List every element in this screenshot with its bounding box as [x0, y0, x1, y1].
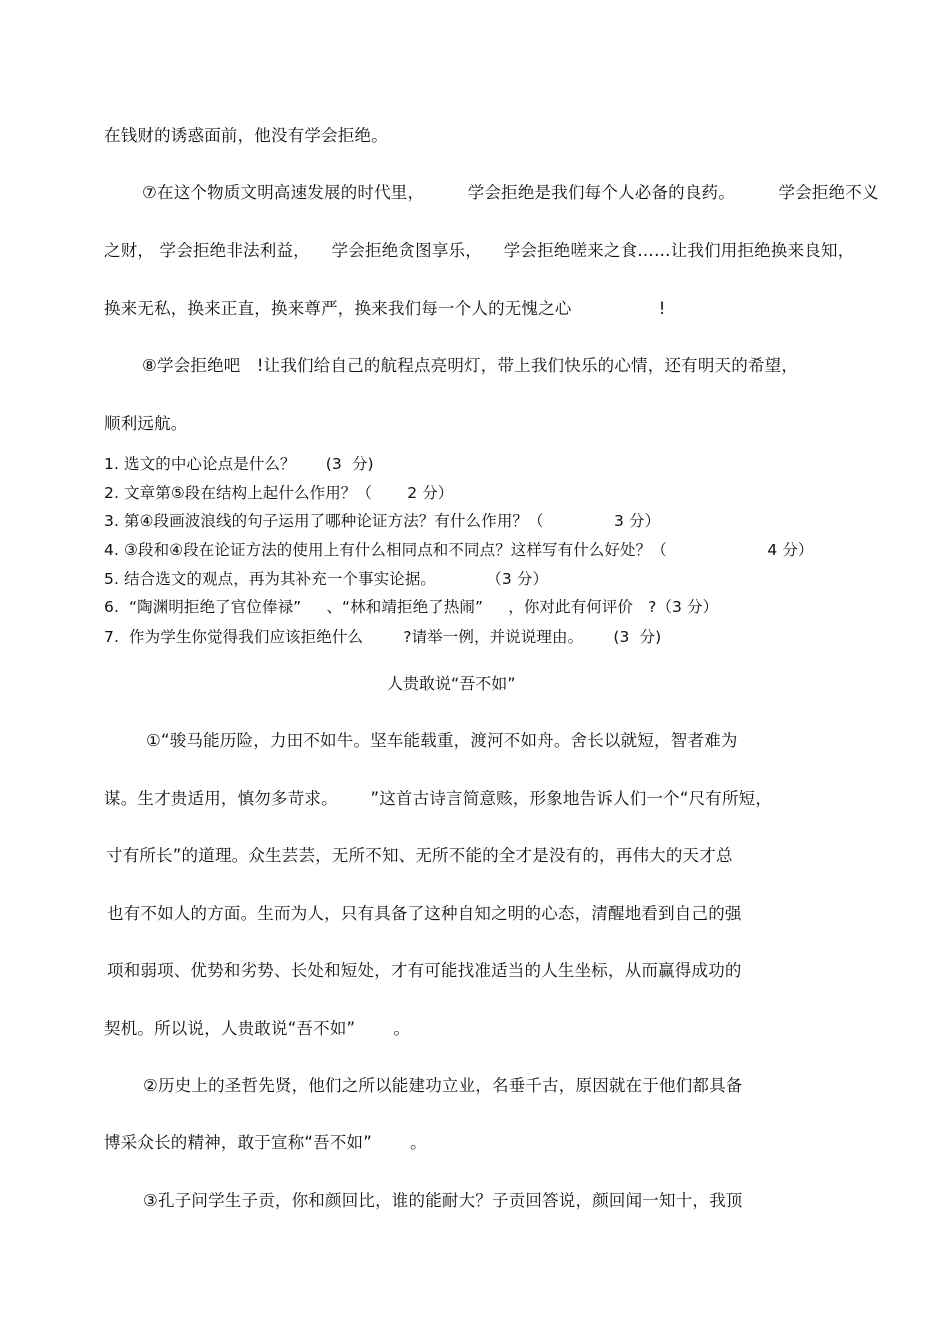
paragraph-line: ⑦在这个物质文明高速发展的时代里， 学会拒绝是我们每个人必备的良药。 学会拒绝不义: [142, 183, 879, 202]
question-item: 2. 文章第⑤段在结构上起什么作用？（ 2 分）: [104, 484, 454, 502]
paragraph-line: 寸有所长”的道理。众生芸芸，无所不知、无所不能的全才是没有的，再伟大的天才总: [106, 846, 733, 865]
question-item: 6. “陶渊明拒绝了官位俸禄” 、“林和靖拒绝了热闹” ，你对此有何评价 ?（3 分）: [104, 598, 719, 616]
paragraph-line: 顺利远航。: [104, 414, 188, 433]
question-item: 1. 选文的中心论点是什么？ (3 分): [104, 455, 374, 473]
paragraph-line: 契机。所以说，人贵敢说“吾不如” 。: [104, 1019, 411, 1038]
paragraph-line: 换来无私，换来正直，换来尊严，换来我们每一个人的无愧之心 !: [104, 299, 666, 318]
paragraph-line: ⑧学会拒绝吧 !让我们给自己的航程点亮明灯，带上我们快乐的心情，还有明天的希望，: [142, 356, 799, 375]
paragraph-line: ③孔子问学生子贡，你和颜回比，谁的能耐大？子贡回答说，颜回闻一知十，我顶: [143, 1191, 743, 1210]
paragraph-line: 谋。生才贵适用，慎勿多苛求。 ”这首古诗言简意赅，形象地告诉人们一个“尺有所短，: [104, 789, 773, 808]
paragraph-line: ②历史上的圣哲先贤，他们之所以能建功立业，名垂千古，原因就在于他们都具备: [143, 1076, 743, 1095]
paragraph-line: 在钱财的诱惑面前，他没有学会拒绝。: [104, 126, 388, 145]
question-item: 4. ③段和④段在论证方法的使用上有什么相同点和不同点？这样写有什么好处？（ 4 分）: [104, 541, 814, 559]
question-item: 7. 作为学生你觉得我们应该拒绝什么 ?请举一例，并说说理由。 (3 分): [104, 628, 662, 646]
paragraph-line: ①“骏马能历险，力田不如牛。坚车能载重，渡河不如舟。舍长以就短，智者难为: [146, 731, 738, 750]
question-item: 3. 第④段画波浪线的句子运用了哪种论证方法？有什么作用？（ 3 分）: [104, 512, 661, 530]
question-item: 5. 结合选文的观点，再为其补充一个事实论据。 （3 分）: [104, 570, 549, 588]
paragraph-line: 项和弱项、优势和劣势、长处和短处，才有可能找准适当的人生坐标，从而赢得成功的: [107, 961, 742, 980]
paragraph-line: 之财， 学会拒绝非法利益， 学会拒绝贪图享乐， 学会拒绝嗟来之食……让我们用拒绝换来良知，: [104, 241, 855, 260]
paragraph-line: 也有不如人的方面。生而为人，只有具备了这种自知之明的心态，清醒地看到自己的强: [107, 904, 742, 923]
paragraph-line: 博采众长的精神，敢于宣称“吾不如” 。: [104, 1133, 427, 1152]
essay-title: 人贵敢说“吾不如”: [387, 674, 516, 693]
